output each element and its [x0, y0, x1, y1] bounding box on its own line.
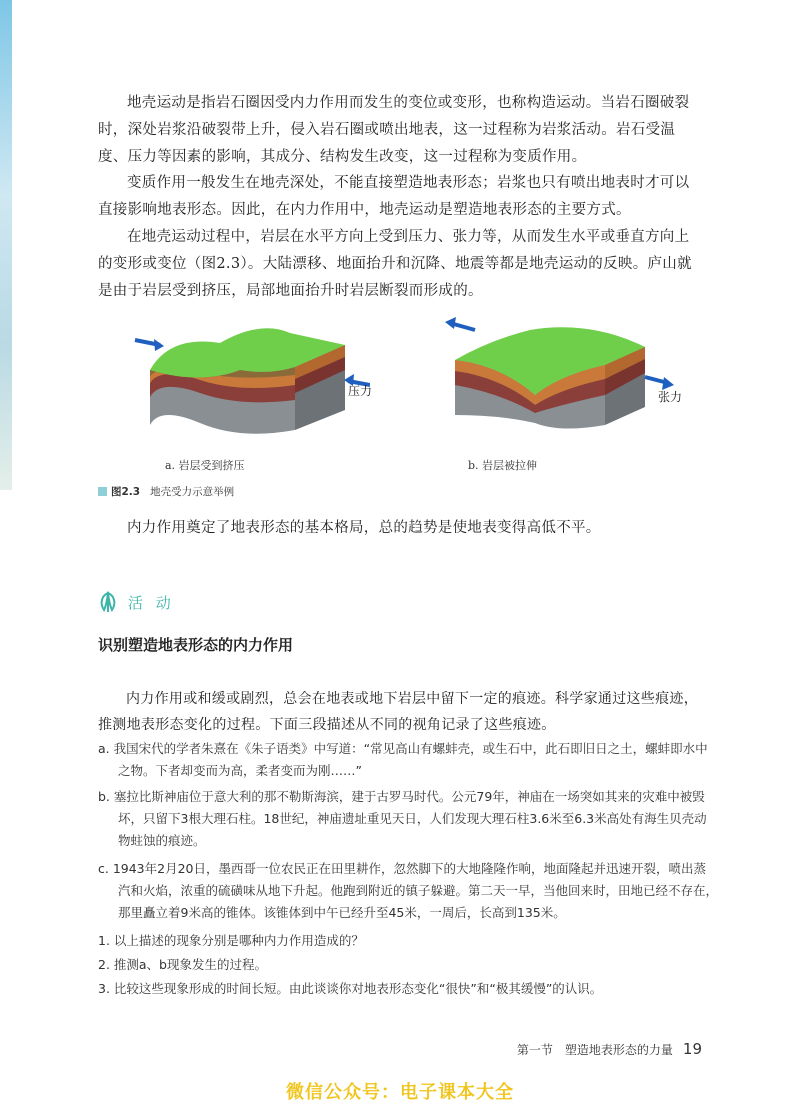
credit-banner: 微信公众号：电子课本大全 [286, 1082, 514, 1103]
activity-item-a: a. 我国宋代的学者朱熹在《朱子语类》中写道：“常见高山有螺蚌壳，或生石中，此石即旧日之土，螺蚌即水中之物。下者却变而为高，柔者变而为刚……” [98, 741, 708, 778]
paragraph-summary: 内力作用奠定了地表形态的基本格局，总的趋势是使地表变得高低不平。 [127, 520, 601, 536]
activity-leaf-icon [96, 590, 120, 614]
caption-marker-icon [98, 487, 107, 496]
figure-compression-block [130, 315, 373, 455]
paragraph-metamorphism: 变质作用一般发生在地壳深处，不能直接塑造地表形态；岩浆也只有喷出地表时才可以直接影响地表形态。因此，在内力作用中，地壳运动是塑造地表形态的主要方式。 [98, 175, 690, 218]
force-label-pressure: 压力 [348, 384, 373, 398]
figure-number: 图2.3 [111, 486, 141, 498]
force-label-tension: 张力 [658, 390, 683, 404]
page-number: 19 [682, 1040, 702, 1058]
activity-intro: 内力作用或和缓或剧烈，总会在地表或地下岩层中留下一定的痕迹。科学家通过这些痕迹，推测地表形态变化的过程。下面三段描述从不同的视角记录了这些痕迹。 [98, 691, 698, 733]
page-edge-strip [0, 0, 12, 490]
paragraph-rock-forces: 在地壳运动过程中，岩层在水平方向上受到压力、张力等，从而发生水平或垂直方向上的变形或变位（图2.3）。大陆漂移、地面抬升和沉降、地震等都是地壳运动的反映。庐山就是由于岩层受到挤压，局部地面抬升时岩层断裂而形成的。 [98, 229, 692, 299]
figure-caption [98, 484, 234, 499]
activity-item-c: c. 1943年2月20日，墨西哥一位农民正在田里耕作，忽然脚下的大地隆隆作响，地面隆起并迅速开裂，喷出蒸汽和火焰，浓重的硫磺味从地下升起。他跑到附近的镇子躲避。第二天一早，当他回来时，田地已经不存在，那里矗立着9米高的锥体。该锥体到中午已经升至45米，一周后，长高到135米。 [98, 861, 719, 920]
paragraph-crust-movement: 地壳运动是指岩石圈因受内力作用而发生的变位或变形，也称构造运动。当岩石圈破裂时，深处岩浆沿破裂带上升，侵入岩石圈或喷出地表，这一过程称为岩浆活动。岩石受温度、压力等因素的影响，其成分、结构发生改变，这一过程称为变质作用。 [98, 95, 690, 165]
activity-header [96, 590, 175, 614]
question-3: 3. 比较这些现象形成的时间长短。由此谈谈你对地表形态变化“很快”和“极其缓慢”的认识。 [98, 981, 603, 996]
page-footer [517, 1040, 702, 1058]
question-1: 1. 以上描述的现象分别是哪种内力作用造成的？ [98, 933, 364, 948]
question-2: 2. 推测a、b现象发生的过程。 [98, 957, 267, 972]
figure-caption-text: 地壳受力示意举例 [150, 486, 235, 498]
figure-tension-block [440, 315, 683, 455]
figure-subcaption-a: a. 岩层受到挤压 [165, 459, 245, 472]
activity-title: 识别塑造地表形态的内力作用 [98, 636, 294, 654]
footer-section-title: 第一节 塑造地表形态的力量 [516, 1043, 673, 1057]
figure-subcaption-b: b. 岩层被拉伸 [468, 459, 538, 472]
activity-label: 活 动 [128, 593, 175, 612]
activity-item-b: b. 塞拉比斯神庙位于意大利的那不勒斯海滨，建于古罗马时代。公元79年，神庙在一场突如其来的灾难中被毁坏，只留下3根大理石柱。18世纪，神庙遗址重见天日，人们发现大理石柱3.6米至6.3米高处有海生贝壳动物蛀蚀的痕迹。 [98, 789, 707, 848]
